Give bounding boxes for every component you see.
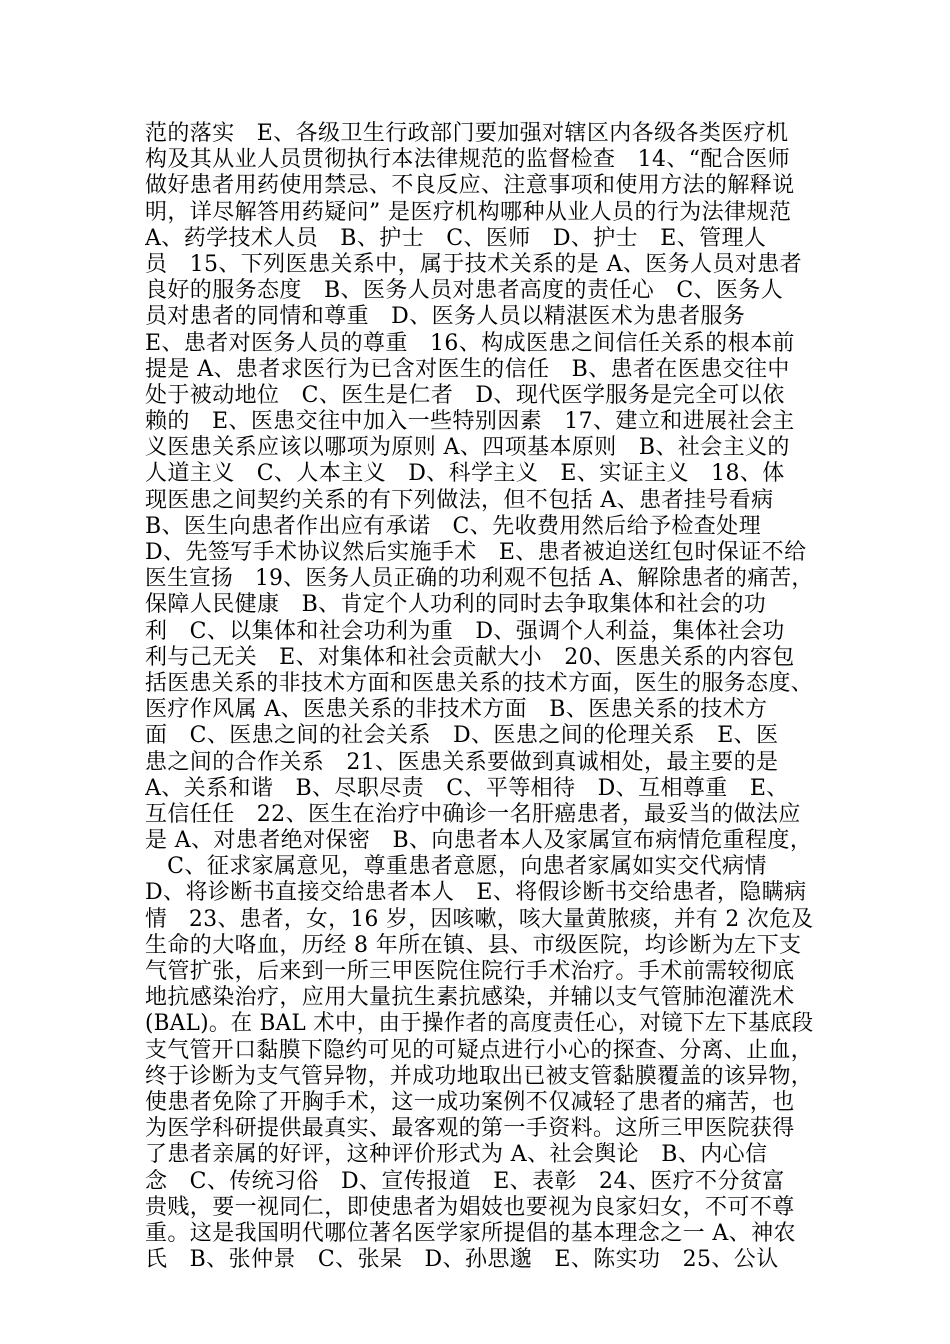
text-line: 为医学科研提供最真实、最客观的第一手资料。这所三甲医院获得 bbox=[145, 1116, 795, 1142]
text-line: 医疗作风属 A、医患关系的非技术方面 B、医患关系的技术方 bbox=[145, 697, 768, 723]
text-line: 明，详尽解答用药疑问” 是医疗机构哪种从业人员的行为法律规范 bbox=[145, 199, 792, 225]
text-line: 利 C、以集体和社会功利为重 D、强调个人利益，集体社会功 bbox=[145, 618, 785, 644]
text-line: 义医患关系应该以哪项为原则 A、四项基本原则 B、社会主义的 bbox=[145, 435, 790, 461]
text-line: 医生宣扬 19、医务人员正确的功利观不包括 A、解除患者的痛苦， bbox=[145, 566, 814, 592]
text-line: 是 A、对患者绝对保密 B、向患者本人及家属宣布病情危重程度， bbox=[145, 828, 813, 854]
text-line: (BAL)。在 BAL 术中，由于操作者的高度责任心，对镜下左下基底段 bbox=[145, 1011, 813, 1037]
text-line: 范的落实 E、各级卫生行政部门要加强对辖区内各级各类医疗机 bbox=[145, 121, 789, 146]
text-line: 构及其从业人员贯彻执行本法律规范的监督检查 14、“配合医师 bbox=[145, 147, 791, 173]
text-line: 员 15、下列医患关系中，属于技术关系的是 A、医务人员对患者 bbox=[145, 251, 803, 277]
text-line: 员对患者的同情和尊重 D、医务人员以精湛医术为患者服务 bbox=[145, 304, 746, 330]
text-line: 做好患者用药使用禁忌、不良反应、注意事项和使用方法的解释说 bbox=[145, 173, 795, 199]
text-line: 使患者免除了开胸手术，这一成功案例不仅减轻了患者的痛苦，也 bbox=[145, 1089, 795, 1115]
text-line: 处于被动地位 C、医生是仁者 D、现代医学服务是完全可以依 bbox=[145, 382, 785, 408]
text-line: 互信任任 22、医生在治疗中确诊一名肝癌患者，最妥当的做法应 bbox=[145, 801, 801, 827]
text-line: 生命的大咯血，历经 8 年所在镇、县、市级医院，均诊断为左下支 bbox=[145, 932, 802, 958]
text-line: 良好的服务态度 B、医务人员对患者高度的责任心 C、医务人 bbox=[145, 278, 784, 304]
text-line: C、征求家属意见，尊重患者意愿，向患者家属如实交代病情 bbox=[145, 854, 767, 880]
text-line: 情 23、患者，女，16 岁，因咳嗽，咳大量黄脓痰，并有 2 次危及 bbox=[145, 906, 814, 932]
text-line: 提是 A、患者求医行为已含对医生的信任 B、患者在医患交往中 bbox=[145, 356, 790, 382]
text-line: D、将诊断书直接交给患者本人 E、将假诊断书交给患者，隐瞒病 bbox=[145, 880, 807, 906]
text-line: A、药学技术人员 B、护士 C、医师 D、护士 E、管理人 bbox=[145, 225, 767, 251]
text-line: 氏 B、张仲景 C、张杲 D、孙思邈 E、陈实功 25、公认 bbox=[145, 1247, 779, 1273]
text-line: 气管扩张，后来到一所三甲医院住院行手术治疗。手术前需较彻底 bbox=[145, 959, 795, 984]
text-line: 重。这是我国明代哪位著名医学家所提倡的基本理念之一 A、神农 bbox=[145, 1220, 796, 1246]
text-line: 括医患关系的非技术方面和医患关系的技术方面，医生的服务态度、 bbox=[145, 670, 813, 696]
text-line: B、医生向患者作出应有承诺 C、先收费用然后给予检查处理 bbox=[145, 513, 761, 539]
text-line: 赖的 E、医患交往中加入一些特别因素 17、建立和进展社会主 bbox=[145, 409, 795, 435]
text-line: 终于诊断为支气管异物，并成功地取出已被支管黏膜覆盖的该异物， bbox=[145, 1063, 813, 1089]
text-line: 念 C、传统习俗 D、宣传报道 E、表彰 24、医疗不分贫富 bbox=[145, 1168, 785, 1194]
text-line: 支气管开口黏膜下隐约可见的可疑点进行小心的探查、分离、止血， bbox=[145, 1037, 813, 1063]
text-line: 面 C、医患之间的社会关系 D、医患之间的伦理关系 E、医 bbox=[145, 723, 779, 749]
text-line: A、关系和谐 B、尽职尽责 C、平等相待 D、互相尊重 E、 bbox=[145, 775, 789, 801]
text-line: 地抗感染治疗，应用大量抗生素抗感染，并辅以支气管肺泡灌洗术 bbox=[145, 985, 795, 1011]
text-line: 患之间的合作关系 21、医患关系要做到真诚相处，最主要的是 bbox=[145, 749, 779, 775]
text-line: 利与己无关 E、对集体和社会贡献大小 20、医患关系的内容包 bbox=[145, 644, 795, 670]
document-body bbox=[145, 121, 813, 1273]
text-line: D、先签写手术协议然后实施手术 E、患者被迫送红包时保证不给 bbox=[145, 540, 807, 565]
text-line: 保障人民健康 B、肯定个人功利的同时去争取集体和社会的功 bbox=[145, 592, 767, 618]
text-line: 了患者亲属的好评，这种评价形式为 A、社会舆论 B、内心信 bbox=[145, 1142, 768, 1168]
text-line: 现医患之间契约关系的有下列做法，但不包括 A、患者挂号看病 bbox=[145, 487, 774, 513]
text-line: E、患者对医务人员的尊重 16、构成医患之间信任关系的根本前 bbox=[145, 330, 795, 356]
text-line: 人道主义 C、人本主义 D、科学主义 E、实证主义 18、体 bbox=[145, 461, 785, 487]
text-line: 贵贱，要一视同仁，即使患者为娼妓也要视为良家妇女，不可不尊 bbox=[145, 1194, 795, 1220]
